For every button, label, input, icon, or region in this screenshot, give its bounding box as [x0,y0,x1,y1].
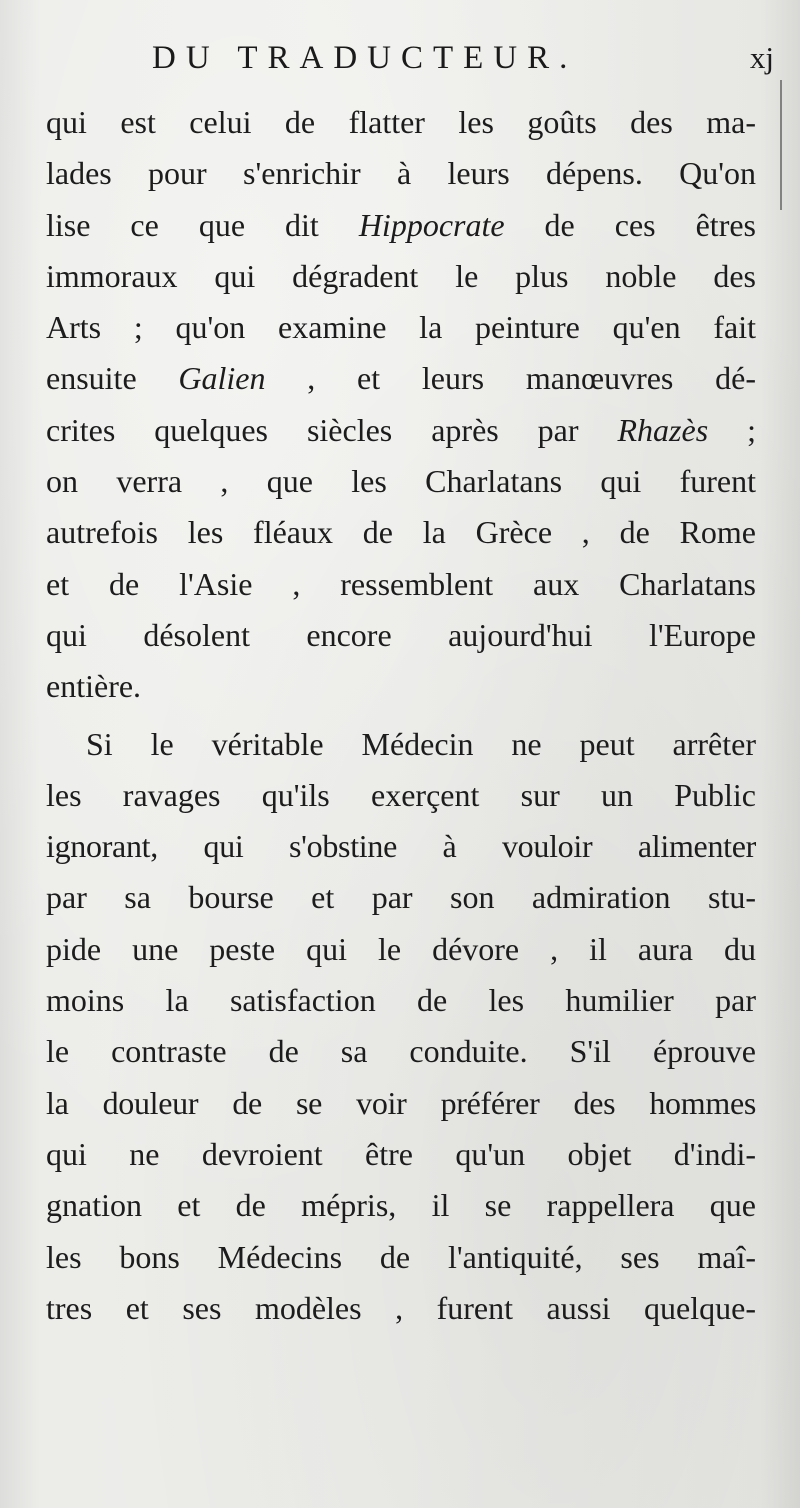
paragraph-1 [46,97,756,713]
text-line: le contraste de sa conduite. S'il éprouve [46,1033,756,1070]
text-line: et de l'Asie , ressemblent aux Charlatans [46,565,756,602]
paragraph-2 [46,719,756,1335]
text-line: Si le véritable Médecin ne peut arrêter [86,725,756,762]
page-number: xj [749,40,774,75]
text-line: qui ne devroient être qu'un objet d'indi- [46,1135,756,1172]
text-line: les ravages qu'ils exerçent sur un Public [46,776,756,813]
text-line: lise ce que dit Hippocrate de ces êtres [46,206,757,243]
italic-name: Rhazès [617,411,709,448]
text-line: immoraux qui dégradent le plus noble des [46,257,756,294]
text-line: ensuite Galien , et leurs manœuvres dé- [46,360,756,397]
italic-name: Galien [178,360,266,397]
body-text [46,97,756,1334]
text-line: la douleur de se voir préférer des hommes [46,1084,756,1121]
text-line: tres et ses modèles , furent aussi quelque- [46,1289,756,1326]
text-line: crites quelques siècles après par Rhazès ; [46,411,757,448]
running-head [48,40,774,90]
page-edge-rule [780,80,782,210]
italic-name: Hippocrate [358,206,505,243]
text-line: autrefois les fléaux de la Grèce , de Rome [46,514,756,551]
text-line: lades pour s'enrichir à leurs dépens. Qu'on [46,155,756,192]
text-line: qui désolent encore aujourd'hui l'Europe [46,616,756,653]
text-line: qui est celui de flatter les goûts des ma- [46,104,756,140]
text-line: pide une peste qui le dévore , il aura du [46,930,756,967]
text-line: les bons Médecins de l'antiquité, ses maî- [46,1238,756,1275]
text-line: moins la satisfaction de les humilier par [46,982,756,1019]
text-line: on verra , que les Charlatans qui furent [46,463,756,500]
text-line: par sa bourse et par son admiration stu- [46,879,756,916]
text-line: gnation et de mépris, il se rappellera que [46,1187,756,1224]
text-line: Arts ; qu'on examine la peinture qu'en fait [46,309,756,346]
text-line: entière. [46,668,142,705]
running-title: DU TRADUCTEUR. [152,40,578,76]
text-line: ignorant, qui s'obstine à vouloir alimenter [46,828,756,865]
